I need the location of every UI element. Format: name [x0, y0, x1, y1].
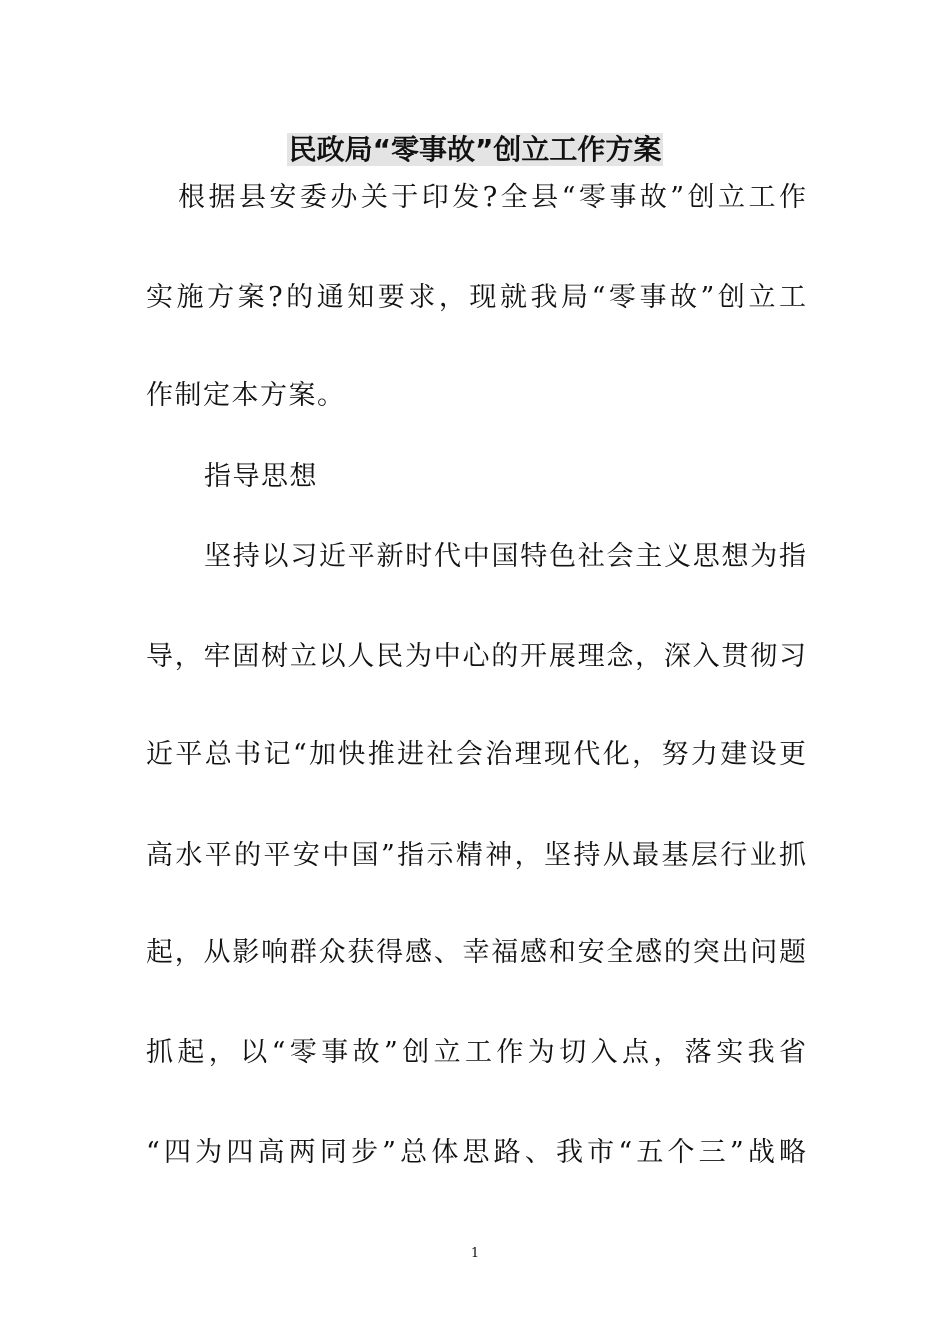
paragraph-line: 根据县安委办关于印发?全县“零事故”创立工作 — [178, 182, 806, 213]
section-heading: 指导思想 — [204, 461, 318, 492]
paragraph-line: 近平总书记“加快推进社会治理现代化，努力建设更 — [146, 739, 806, 770]
document-title — [0, 128, 950, 172]
paragraph-line: “四为四高两同步”总体思路、我市“五个三”战略 — [146, 1137, 806, 1168]
paragraph-line: 导，牢固树立以人民为中心的开展理念，深入贯彻习 — [146, 641, 806, 672]
paragraph-line: 作制定本方案。 — [146, 380, 346, 411]
paragraph-line: 抓起，以“零事故”创立工作为切入点，落实我省 — [146, 1037, 806, 1068]
document-title-text: 民政局“零事故”创立工作方案 — [288, 133, 662, 166]
page-number: 1 — [470, 1246, 480, 1261]
paragraph-line: 高水平的平安中国”指示精神，坚持从最基层行业抓 — [146, 840, 806, 871]
paragraph-line: 实施方案?的通知要求，现就我局“零事故”创立工 — [146, 282, 806, 313]
paragraph-line: 坚持以习近平新时代中国特色社会主义思想为指 — [204, 541, 806, 572]
paragraph-line: 起，从影响群众获得感、幸福感和安全感的突出问题 — [146, 937, 806, 968]
